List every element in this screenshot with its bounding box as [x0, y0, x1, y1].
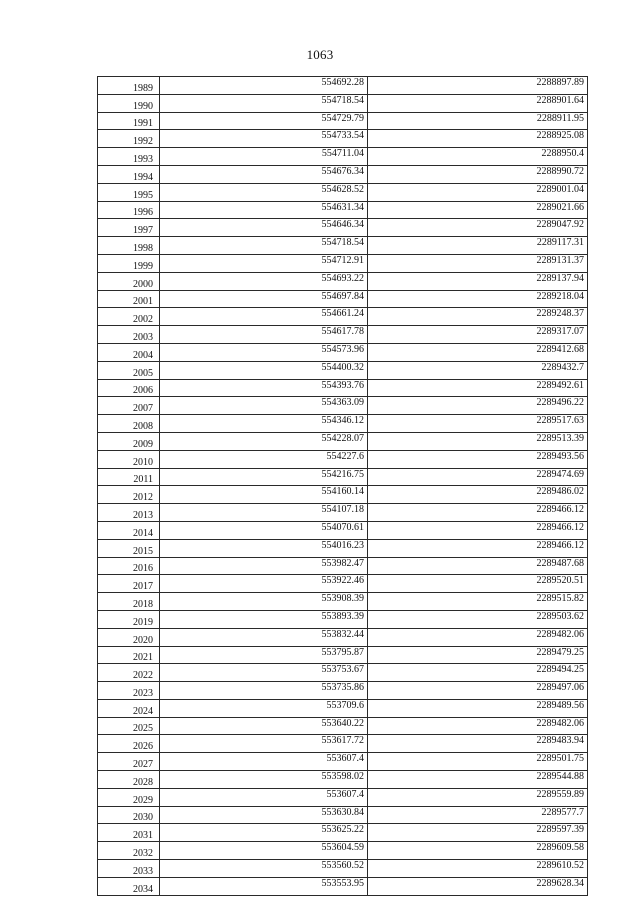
table-row — [98, 771, 588, 789]
x-coordinate-cell: 554573.96 — [160, 343, 368, 361]
table-row — [98, 343, 588, 361]
point-id-cell: 2011 — [98, 468, 160, 486]
point-id-cell: 1998 — [98, 237, 160, 255]
point-id-cell: 2032 — [98, 842, 160, 860]
x-coordinate-cell: 554718.54 — [160, 94, 368, 112]
point-id-cell: 2005 — [98, 361, 160, 379]
y-coordinate-cell: 2289466.12 — [368, 539, 588, 557]
table-row — [98, 539, 588, 557]
table-row — [98, 717, 588, 735]
x-coordinate-cell: 553607.4 — [160, 788, 368, 806]
y-coordinate-cell: 2289544.88 — [368, 771, 588, 789]
x-coordinate-cell: 553625.22 — [160, 824, 368, 842]
x-coordinate-cell: 553560.52 — [160, 860, 368, 878]
y-coordinate-cell: 2289559.89 — [368, 788, 588, 806]
point-id-cell: 1994 — [98, 165, 160, 183]
x-coordinate-cell: 554070.61 — [160, 521, 368, 539]
table-row — [98, 753, 588, 771]
table-row — [98, 521, 588, 539]
y-coordinate-cell: 2289482.06 — [368, 717, 588, 735]
point-id-cell: 2017 — [98, 575, 160, 593]
x-coordinate-cell: 553893.39 — [160, 610, 368, 628]
point-id-cell: 2027 — [98, 753, 160, 771]
coordinate-table-container — [97, 76, 587, 896]
table-row — [98, 806, 588, 824]
y-coordinate-cell: 2289479.25 — [368, 646, 588, 664]
point-id-cell: 1992 — [98, 130, 160, 148]
table-row — [98, 432, 588, 450]
point-id-cell: 2014 — [98, 521, 160, 539]
point-id-cell: 2010 — [98, 450, 160, 468]
table-row — [98, 860, 588, 878]
y-coordinate-cell: 2289515.82 — [368, 593, 588, 611]
x-coordinate-cell: 554676.34 — [160, 165, 368, 183]
x-coordinate-cell: 554363.09 — [160, 397, 368, 415]
table-row — [98, 628, 588, 646]
x-coordinate-cell: 554712.91 — [160, 254, 368, 272]
point-id-cell: 1995 — [98, 183, 160, 201]
point-id-cell: 2030 — [98, 806, 160, 824]
point-id-cell: 2003 — [98, 326, 160, 344]
x-coordinate-cell: 553604.59 — [160, 842, 368, 860]
point-id-cell: 1999 — [98, 254, 160, 272]
table-row — [98, 699, 588, 717]
table-row — [98, 664, 588, 682]
point-id-cell: 2019 — [98, 610, 160, 628]
y-coordinate-cell: 2288925.08 — [368, 130, 588, 148]
table-row — [98, 308, 588, 326]
y-coordinate-cell: 2289412.68 — [368, 343, 588, 361]
point-id-cell: 2026 — [98, 735, 160, 753]
point-id-cell: 2031 — [98, 824, 160, 842]
x-coordinate-cell: 554692.28 — [160, 77, 368, 95]
table-row — [98, 148, 588, 166]
coordinate-table — [97, 76, 588, 896]
point-id-cell: 1989 — [98, 77, 160, 95]
table-row — [98, 272, 588, 290]
y-coordinate-cell: 2289021.66 — [368, 201, 588, 219]
y-coordinate-cell: 2289218.04 — [368, 290, 588, 308]
table-row — [98, 824, 588, 842]
y-coordinate-cell: 2289047.92 — [368, 219, 588, 237]
x-coordinate-cell: 553640.22 — [160, 717, 368, 735]
x-coordinate-cell: 553735.86 — [160, 682, 368, 700]
y-coordinate-cell: 2288901.64 — [368, 94, 588, 112]
table-row — [98, 735, 588, 753]
x-coordinate-cell: 553908.39 — [160, 593, 368, 611]
table-row — [98, 646, 588, 664]
coordinate-table-body — [98, 77, 588, 896]
y-coordinate-cell: 2289597.39 — [368, 824, 588, 842]
x-coordinate-cell: 553598.02 — [160, 771, 368, 789]
y-coordinate-cell: 2289494.25 — [368, 664, 588, 682]
point-id-cell: 2025 — [98, 717, 160, 735]
y-coordinate-cell: 2289501.75 — [368, 753, 588, 771]
y-coordinate-cell: 2289466.12 — [368, 504, 588, 522]
table-row — [98, 593, 588, 611]
point-id-cell: 2021 — [98, 646, 160, 664]
point-id-cell: 1991 — [98, 112, 160, 130]
point-id-cell: 2000 — [98, 272, 160, 290]
point-id-cell: 2013 — [98, 504, 160, 522]
y-coordinate-cell: 2289117.31 — [368, 237, 588, 255]
table-row — [98, 397, 588, 415]
table-row — [98, 130, 588, 148]
table-row — [98, 183, 588, 201]
x-coordinate-cell: 554617.78 — [160, 326, 368, 344]
table-row — [98, 450, 588, 468]
table-row — [98, 254, 588, 272]
x-coordinate-cell: 554733.54 — [160, 130, 368, 148]
x-coordinate-cell: 554697.84 — [160, 290, 368, 308]
x-coordinate-cell: 553607.4 — [160, 753, 368, 771]
x-coordinate-cell: 554661.24 — [160, 308, 368, 326]
point-id-cell: 1997 — [98, 219, 160, 237]
x-coordinate-cell: 554227.6 — [160, 450, 368, 468]
y-coordinate-cell: 2289628.34 — [368, 877, 588, 895]
y-coordinate-cell: 2288911.95 — [368, 112, 588, 130]
y-coordinate-cell: 2289517.63 — [368, 415, 588, 433]
point-id-cell: 2006 — [98, 379, 160, 397]
point-id-cell: 2002 — [98, 308, 160, 326]
y-coordinate-cell: 2289001.04 — [368, 183, 588, 201]
y-coordinate-cell: 2289497.06 — [368, 682, 588, 700]
point-id-cell: 2016 — [98, 557, 160, 575]
x-coordinate-cell: 553982.47 — [160, 557, 368, 575]
point-id-cell: 2020 — [98, 628, 160, 646]
x-coordinate-cell: 554718.54 — [160, 237, 368, 255]
table-row — [98, 788, 588, 806]
table-row — [98, 237, 588, 255]
y-coordinate-cell: 2289137.94 — [368, 272, 588, 290]
y-coordinate-cell: 2289496.22 — [368, 397, 588, 415]
y-coordinate-cell: 2289482.06 — [368, 628, 588, 646]
point-id-cell: 2034 — [98, 877, 160, 895]
table-row — [98, 379, 588, 397]
point-id-cell: 2009 — [98, 432, 160, 450]
table-row — [98, 877, 588, 895]
x-coordinate-cell: 554711.04 — [160, 148, 368, 166]
point-id-cell: 2015 — [98, 539, 160, 557]
x-coordinate-cell: 554228.07 — [160, 432, 368, 450]
table-row — [98, 610, 588, 628]
y-coordinate-cell: 2289577.7 — [368, 806, 588, 824]
point-id-cell: 2008 — [98, 415, 160, 433]
page-number: 1063 — [306, 47, 334, 62]
x-coordinate-cell: 553709.6 — [160, 699, 368, 717]
point-id-cell: 1993 — [98, 148, 160, 166]
point-id-cell: 2001 — [98, 290, 160, 308]
x-coordinate-cell: 554216.75 — [160, 468, 368, 486]
y-coordinate-cell: 2289609.58 — [368, 842, 588, 860]
point-id-cell: 2033 — [98, 860, 160, 878]
table-row — [98, 290, 588, 308]
x-coordinate-cell: 554646.34 — [160, 219, 368, 237]
x-coordinate-cell: 553795.87 — [160, 646, 368, 664]
point-id-cell: 2028 — [98, 771, 160, 789]
point-id-cell: 1990 — [98, 94, 160, 112]
table-row — [98, 486, 588, 504]
table-row — [98, 94, 588, 112]
point-id-cell: 2023 — [98, 682, 160, 700]
table-row — [98, 557, 588, 575]
y-coordinate-cell: 2289520.51 — [368, 575, 588, 593]
y-coordinate-cell: 2289432.7 — [368, 361, 588, 379]
table-row — [98, 575, 588, 593]
y-coordinate-cell: 2288950.4 — [368, 148, 588, 166]
y-coordinate-cell: 2289492.61 — [368, 379, 588, 397]
y-coordinate-cell: 2289131.37 — [368, 254, 588, 272]
point-id-cell: 2024 — [98, 699, 160, 717]
table-row — [98, 112, 588, 130]
point-id-cell: 2007 — [98, 397, 160, 415]
y-coordinate-cell: 2289466.12 — [368, 521, 588, 539]
point-id-cell: 2029 — [98, 788, 160, 806]
table-row — [98, 842, 588, 860]
x-coordinate-cell: 554400.32 — [160, 361, 368, 379]
x-coordinate-cell: 554631.34 — [160, 201, 368, 219]
y-coordinate-cell: 2289489.56 — [368, 699, 588, 717]
x-coordinate-cell: 554016.23 — [160, 539, 368, 557]
x-coordinate-cell: 553617.72 — [160, 735, 368, 753]
point-id-cell: 2022 — [98, 664, 160, 682]
y-coordinate-cell: 2289503.62 — [368, 610, 588, 628]
y-coordinate-cell: 2289483.94 — [368, 735, 588, 753]
table-row — [98, 415, 588, 433]
table-row — [98, 77, 588, 95]
x-coordinate-cell: 553553.95 — [160, 877, 368, 895]
x-coordinate-cell: 554729.79 — [160, 112, 368, 130]
x-coordinate-cell: 554393.76 — [160, 379, 368, 397]
y-coordinate-cell: 2289493.56 — [368, 450, 588, 468]
y-coordinate-cell: 2289317.07 — [368, 326, 588, 344]
x-coordinate-cell: 554693.22 — [160, 272, 368, 290]
y-coordinate-cell: 2289610.52 — [368, 860, 588, 878]
x-coordinate-cell: 554160.14 — [160, 486, 368, 504]
y-coordinate-cell: 2289486.02 — [368, 486, 588, 504]
y-coordinate-cell: 2289248.37 — [368, 308, 588, 326]
table-row — [98, 361, 588, 379]
table-row — [98, 201, 588, 219]
table-row — [98, 165, 588, 183]
x-coordinate-cell: 553832.44 — [160, 628, 368, 646]
table-row — [98, 468, 588, 486]
x-coordinate-cell: 554628.52 — [160, 183, 368, 201]
x-coordinate-cell: 554107.18 — [160, 504, 368, 522]
y-coordinate-cell: 2289487.68 — [368, 557, 588, 575]
point-id-cell: 1996 — [98, 201, 160, 219]
point-id-cell: 2012 — [98, 486, 160, 504]
x-coordinate-cell: 553922.46 — [160, 575, 368, 593]
x-coordinate-cell: 553753.67 — [160, 664, 368, 682]
table-row — [98, 682, 588, 700]
x-coordinate-cell: 553630.84 — [160, 806, 368, 824]
table-row — [98, 219, 588, 237]
y-coordinate-cell: 2289474.69 — [368, 468, 588, 486]
point-id-cell: 2018 — [98, 593, 160, 611]
x-coordinate-cell: 554346.12 — [160, 415, 368, 433]
table-row — [98, 504, 588, 522]
y-coordinate-cell: 2288897.89 — [368, 77, 588, 95]
table-row — [98, 326, 588, 344]
point-id-cell: 2004 — [98, 343, 160, 361]
y-coordinate-cell: 2288990.72 — [368, 165, 588, 183]
y-coordinate-cell: 2289513.39 — [368, 432, 588, 450]
